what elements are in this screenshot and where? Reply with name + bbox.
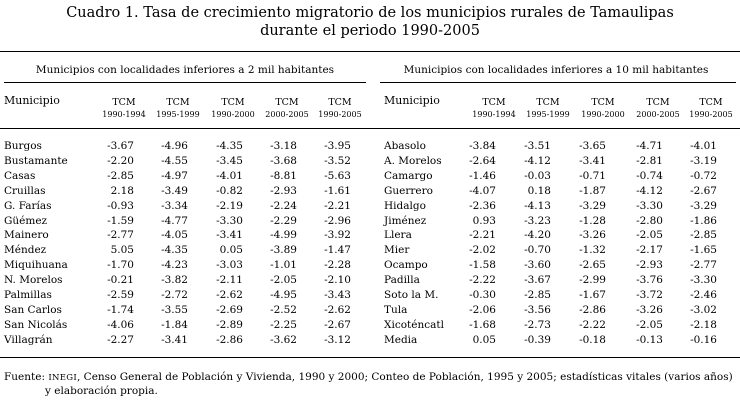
period-header <box>520 96 576 121</box>
bottom-rule <box>0 357 740 358</box>
tcm-value: -3.84 <box>469 140 496 152</box>
tcm-value: 5.05 <box>110 244 134 257</box>
tcm-value: -3.68 <box>270 154 297 167</box>
tcm-value: -5.63 <box>324 169 351 182</box>
tcm-value: -4.77 <box>161 214 188 227</box>
municipio-name: Tula <box>384 303 408 316</box>
tcm-value: -0.93 <box>107 199 134 212</box>
table-row <box>384 318 740 332</box>
tcm-value: -0.71 <box>579 169 606 182</box>
tcm-value: -2.24 <box>270 199 297 212</box>
tcm-value: -2.85 <box>524 289 551 301</box>
tcm-value: -1.46 <box>469 169 496 182</box>
column-header-municipio-left: Municipio <box>4 94 60 107</box>
municipio-name: Villagrán <box>4 333 53 346</box>
tcm-value: -1.01 <box>270 259 297 272</box>
tcm-value: -1.84 <box>161 318 188 331</box>
tcm-value: -3.72 <box>636 289 663 301</box>
municipio-name: Soto la M. <box>384 289 439 301</box>
municipio-name: Palmillas <box>4 289 52 301</box>
tcm-value: -1.74 <box>107 303 134 316</box>
tcm-value: -2.52 <box>270 303 297 316</box>
table-row <box>4 288 364 302</box>
period-years: 1990-2005 <box>318 110 362 119</box>
table-row <box>4 154 364 168</box>
period-years: 1990-2000 <box>211 110 255 119</box>
tcm-value: -4.71 <box>636 140 663 152</box>
tcm-value: -8.81 <box>270 169 297 182</box>
tcm-value: -4.20 <box>524 229 551 242</box>
tcm-value: -1.47 <box>324 244 351 257</box>
table-row <box>384 154 740 168</box>
period-label: TCM <box>112 97 136 108</box>
tcm-value: -2.18 <box>690 318 717 331</box>
source-note-line-2: y elaboración propia. <box>45 385 158 397</box>
tcm-value: -4.05 <box>161 229 188 242</box>
municipio-name: San Carlos <box>4 303 62 316</box>
municipio-name: San Nicolás <box>4 318 68 331</box>
table-row <box>384 169 740 183</box>
tcm-value: -2.69 <box>216 303 243 316</box>
period-label: TCM <box>699 97 723 108</box>
period-header <box>96 96 152 121</box>
tcm-value: -3.52 <box>324 154 351 167</box>
tcm-value: -4.96 <box>161 140 188 152</box>
tcm-value: -3.41 <box>216 229 243 242</box>
header-rule <box>0 128 740 129</box>
tcm-value: -3.43 <box>324 289 351 301</box>
table-row <box>4 214 364 228</box>
tcm-value: -2.36 <box>469 199 496 212</box>
tcm-value: -2.86 <box>216 333 243 346</box>
table-row <box>4 273 364 287</box>
tcm-value: -4.01 <box>216 169 243 182</box>
tcm-value: -2.67 <box>690 184 717 197</box>
table-row <box>384 199 740 213</box>
municipio-name: Casas <box>4 169 36 182</box>
tcm-value: -3.26 <box>636 303 663 316</box>
municipio-name: Ocampo <box>384 259 428 272</box>
group-header-left: Municipios con localidades inferiores a 2 mil habitantes <box>35 64 335 76</box>
group-rule-right <box>380 82 736 83</box>
tcm-value: -2.80 <box>636 214 663 227</box>
source-note-line-1 <box>4 370 733 385</box>
period-header <box>150 96 206 121</box>
tcm-value: -3.34 <box>161 199 188 212</box>
tcm-value: -3.62 <box>270 333 297 346</box>
column-header-municipio-right: Municipio <box>384 94 440 107</box>
period-years: 1995-1999 <box>526 110 570 119</box>
tcm-value: -1.67 <box>579 289 606 301</box>
table-row <box>4 258 364 272</box>
tcm-value: -2.22 <box>469 274 496 287</box>
tcm-value: -4.99 <box>270 229 297 242</box>
tcm-value: -4.95 <box>270 289 297 301</box>
period-header <box>630 96 686 121</box>
tcm-value: -1.65 <box>690 244 717 257</box>
period-years: 1990-1994 <box>102 110 146 119</box>
period-header <box>683 96 739 121</box>
period-header <box>312 96 368 121</box>
period-label: TCM <box>328 97 352 108</box>
tcm-value: -4.97 <box>161 169 188 182</box>
tcm-value: -1.32 <box>579 244 606 257</box>
tcm-value: -2.86 <box>579 303 606 316</box>
tcm-value: -3.23 <box>524 214 551 227</box>
municipio-name: Güémez <box>4 214 48 227</box>
tcm-value: -1.59 <box>107 214 134 227</box>
tcm-value: -3.41 <box>579 154 606 167</box>
tcm-value: -1.61 <box>324 184 351 197</box>
tcm-value: -1.87 <box>579 184 606 197</box>
tcm-value: -4.12 <box>524 154 551 167</box>
tcm-value: -2.62 <box>216 289 243 301</box>
period-label: TCM <box>591 97 615 108</box>
tcm-value: -2.02 <box>469 244 496 257</box>
tcm-value: -2.19 <box>216 199 243 212</box>
municipio-name: Cruillas <box>4 184 46 197</box>
source-agency: INEGI <box>48 373 77 383</box>
tcm-value: -2.77 <box>690 259 717 272</box>
tcm-value: -2.46 <box>690 289 717 301</box>
period-years: 1990-1994 <box>472 110 516 119</box>
tcm-value: -3.30 <box>690 274 717 287</box>
tcm-value: -2.65 <box>579 259 606 272</box>
tcm-value: -3.60 <box>524 259 551 272</box>
tcm-value: -0.30 <box>469 289 496 301</box>
municipio-name: Media <box>384 333 418 346</box>
tcm-value: -2.85 <box>690 229 717 242</box>
tcm-value: 0.05 <box>472 333 496 346</box>
period-label: TCM <box>482 97 506 108</box>
table-row <box>384 243 740 257</box>
tcm-value: -0.18 <box>579 333 606 346</box>
table-row <box>4 199 364 213</box>
period-header <box>205 96 261 121</box>
table-row <box>384 228 740 242</box>
table-row <box>384 214 740 228</box>
top-rule <box>0 51 740 52</box>
tcm-value: -3.55 <box>161 303 188 316</box>
table-title-line-1: Cuadro 1. Tasa de crecimiento migratorio de los municipios rurales de Tamaulipas <box>66 5 674 21</box>
table-row <box>384 333 740 347</box>
tcm-value: -3.82 <box>161 274 188 287</box>
tcm-value: -2.72 <box>161 289 188 301</box>
tcm-value: 2.18 <box>110 184 134 197</box>
tcm-value: -3.67 <box>524 274 551 287</box>
municipio-name: Mainero <box>4 229 49 242</box>
period-label: TCM <box>166 97 190 108</box>
tcm-value: -2.96 <box>324 214 351 227</box>
table-row <box>384 258 740 272</box>
tcm-value: -2.99 <box>579 274 606 287</box>
municipio-name: Hidalgo <box>384 199 426 212</box>
period-years: 2000-2005 <box>265 110 309 119</box>
tcm-value: -3.02 <box>690 303 717 316</box>
tcm-value: -1.28 <box>579 214 606 227</box>
source-prefix: Fuente: <box>4 371 45 383</box>
tcm-value: -2.29 <box>270 214 297 227</box>
tcm-value: -4.01 <box>690 140 717 152</box>
tcm-value: -3.03 <box>216 259 243 272</box>
tcm-value: -3.67 <box>107 140 134 152</box>
tcm-value: -2.93 <box>636 259 663 272</box>
tcm-value: 0.18 <box>527 184 551 197</box>
period-header <box>466 96 522 121</box>
period-years: 1995-1999 <box>156 110 200 119</box>
tcm-value: -2.64 <box>469 154 496 167</box>
period-label: TCM <box>275 97 299 108</box>
tcm-value: -1.70 <box>107 259 134 272</box>
tcm-value: -2.17 <box>636 244 663 257</box>
table-row <box>4 318 364 332</box>
tcm-value: -3.45 <box>216 154 243 167</box>
municipio-name: Burgos <box>4 140 42 152</box>
table-row <box>384 303 740 317</box>
tcm-value: -2.81 <box>636 154 663 167</box>
tcm-value: -4.35 <box>161 244 188 257</box>
tcm-value: -3.29 <box>579 199 606 212</box>
group-rule-left <box>4 82 366 83</box>
tcm-value: -1.86 <box>690 214 717 227</box>
period-years: 1990-2000 <box>581 110 625 119</box>
municipio-name: Guerrero <box>384 184 433 197</box>
period-label: TCM <box>646 97 670 108</box>
tcm-value: -0.39 <box>524 333 551 346</box>
table-row <box>4 243 364 257</box>
tcm-value: -3.76 <box>636 274 663 287</box>
tcm-value: -2.67 <box>324 318 351 331</box>
tcm-value: -3.18 <box>270 140 297 152</box>
tcm-value: -3.41 <box>161 333 188 346</box>
municipio-name: N. Morelos <box>4 274 63 287</box>
period-header <box>259 96 315 121</box>
group-header-right: Municipios con localidades inferiores a 10 mil habitantes <box>403 64 709 76</box>
period-label: TCM <box>536 97 560 108</box>
tcm-value: -2.59 <box>107 289 134 301</box>
tcm-value: -3.19 <box>690 154 717 167</box>
municipio-name: Xicoténcatl <box>384 318 444 331</box>
tcm-value: -2.20 <box>107 154 134 167</box>
tcm-value: -3.89 <box>270 244 297 257</box>
municipio-name: Abasolo <box>384 140 426 152</box>
tcm-value: -4.06 <box>107 318 134 331</box>
tcm-value: -4.07 <box>469 184 496 197</box>
tcm-value: -3.26 <box>579 229 606 242</box>
municipio-name: Méndez <box>4 244 47 257</box>
tcm-value: -2.21 <box>469 229 496 242</box>
table-row <box>384 288 740 302</box>
tcm-value: -2.10 <box>324 274 351 287</box>
period-years: 1990-2005 <box>689 110 733 119</box>
period-years: 2000-2005 <box>636 110 680 119</box>
table-row <box>4 303 364 317</box>
tcm-value: -2.73 <box>524 318 551 331</box>
tcm-value: -2.05 <box>270 274 297 287</box>
tcm-value: -2.62 <box>324 303 351 316</box>
tcm-value: 0.05 <box>219 244 243 257</box>
tcm-value: -3.92 <box>324 229 351 242</box>
table-title-line-2: durante el periodo 1990-2005 <box>260 23 480 39</box>
tcm-value: -2.06 <box>469 303 496 316</box>
tcm-value: -2.05 <box>636 318 663 331</box>
tcm-value: -2.05 <box>636 229 663 242</box>
tcm-value: -3.29 <box>690 199 717 212</box>
table-row <box>4 228 364 242</box>
table-row <box>384 139 740 153</box>
municipio-name: Mier <box>384 244 410 257</box>
municipio-name: A. Morelos <box>384 154 442 167</box>
tcm-value: -0.72 <box>690 169 717 182</box>
tcm-value: -0.74 <box>636 169 663 182</box>
tcm-value: -4.55 <box>161 154 188 167</box>
tcm-value: -3.65 <box>579 140 606 152</box>
tcm-value: -4.23 <box>161 259 188 272</box>
municipio-name: Llera <box>384 229 412 242</box>
tcm-value: 0.93 <box>472 214 496 227</box>
table-row <box>4 169 364 183</box>
tcm-value: -0.03 <box>524 169 551 182</box>
tcm-value: -1.58 <box>469 259 496 272</box>
tcm-value: -2.11 <box>216 274 243 287</box>
source-text: , Censo General de Población y Vivienda, 1990 y 2000; Conteo de Población, 1995 y 2005; estadísticas vitales (varios años) <box>77 371 733 383</box>
tcm-value: -4.35 <box>216 140 243 152</box>
tcm-value: -0.70 <box>524 244 551 257</box>
municipio-name: Miquihuana <box>4 259 68 272</box>
tcm-value: -2.21 <box>324 199 351 212</box>
municipio-name: Jiménez <box>384 214 427 227</box>
tcm-value: -2.27 <box>107 333 134 346</box>
tcm-value: -4.13 <box>524 199 551 212</box>
tcm-value: -2.77 <box>107 229 134 242</box>
period-label: TCM <box>221 97 245 108</box>
tcm-value: -3.49 <box>161 184 188 197</box>
tcm-value: -2.25 <box>270 318 297 331</box>
municipio-name: Padilla <box>384 274 420 287</box>
tcm-value: -3.30 <box>636 199 663 212</box>
tcm-value: -0.13 <box>636 333 663 346</box>
table-row <box>384 273 740 287</box>
municipio-name: Camargo <box>384 169 433 182</box>
tcm-value: -2.85 <box>107 169 134 182</box>
tcm-value: -3.51 <box>524 140 551 152</box>
tcm-value: -0.16 <box>690 333 717 346</box>
tcm-value: -0.21 <box>107 274 134 287</box>
tcm-value: -4.12 <box>636 184 663 197</box>
table-row <box>4 333 364 347</box>
table-row <box>384 184 740 198</box>
municipio-name: G. Farías <box>4 199 52 212</box>
tcm-value: -2.22 <box>579 318 606 331</box>
tcm-value: -3.12 <box>324 333 351 346</box>
tcm-value: -2.28 <box>324 259 351 272</box>
table-row <box>4 139 364 153</box>
tcm-value: -3.95 <box>324 140 351 152</box>
tcm-value: -1.68 <box>469 318 496 331</box>
period-header <box>575 96 631 121</box>
tcm-value: -3.30 <box>216 214 243 227</box>
table-row <box>4 184 364 198</box>
tcm-value: -2.93 <box>270 184 297 197</box>
tcm-value: -0.82 <box>216 184 243 197</box>
tcm-value: -2.89 <box>216 318 243 331</box>
municipio-name: Bustamante <box>4 154 68 167</box>
tcm-value: -3.56 <box>524 303 551 316</box>
